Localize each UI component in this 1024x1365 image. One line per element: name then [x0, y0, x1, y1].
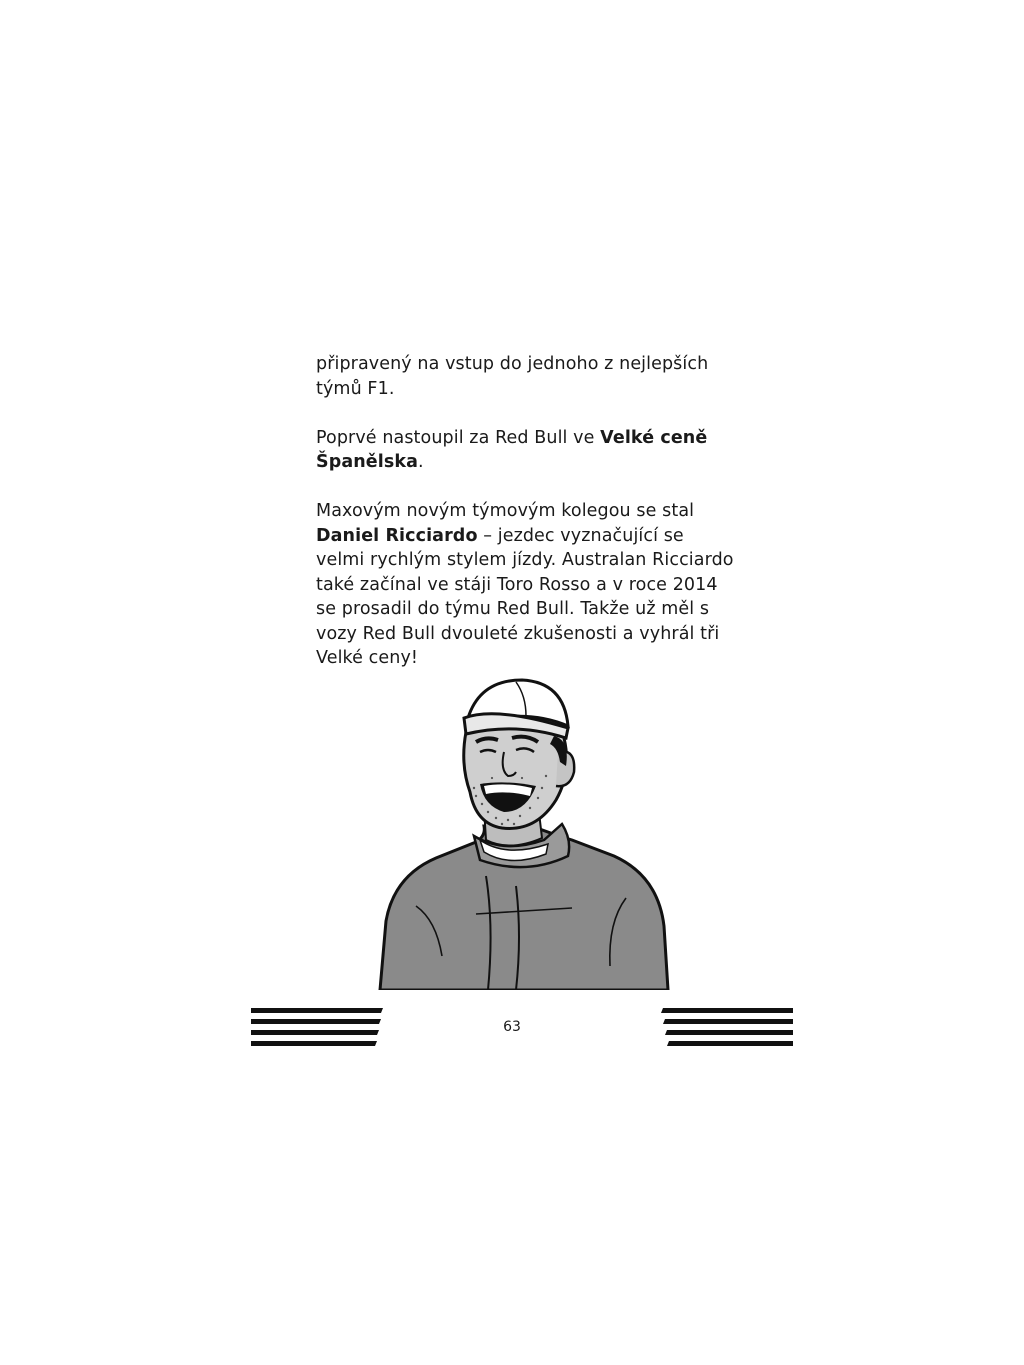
paragraph-2-post: . [418, 452, 424, 472]
decorative-stripes-left [251, 1008, 383, 1048]
paragraph-3-pre: Maxovým novým týmovým kolegou se stal [316, 501, 695, 521]
paragraph-1-text: připravený na vstup do jednoho z nejlepších týmů F1. [316, 354, 709, 399]
paragraph-3-post: – jezdec vyznačující se velmi rychlým stylem jízdy. Australan Ricciardo také začínal ve stáji Toro Rosso a v roce 2014 se prosadil do týmu Red Bull. Takže už měl s vozy Red Bull dvouleté zkušenosti a vyhrál tři Velké ceny! [316, 525, 734, 668]
page-number: 63 [503, 1019, 521, 1035]
paragraph-1 [316, 352, 736, 401]
race-name: Velké ceně Španělska [316, 427, 708, 472]
decorative-stripes-right [661, 1008, 793, 1048]
body-text [316, 352, 736, 695]
paragraph-3 [316, 499, 736, 671]
driver-portrait-illustration [376, 676, 672, 990]
driver-name: Daniel Ricciardo [316, 525, 478, 546]
paragraph-2 [316, 426, 736, 475]
paragraph-2-pre: Poprvé nastoupil za Red Bull ve [316, 427, 601, 448]
